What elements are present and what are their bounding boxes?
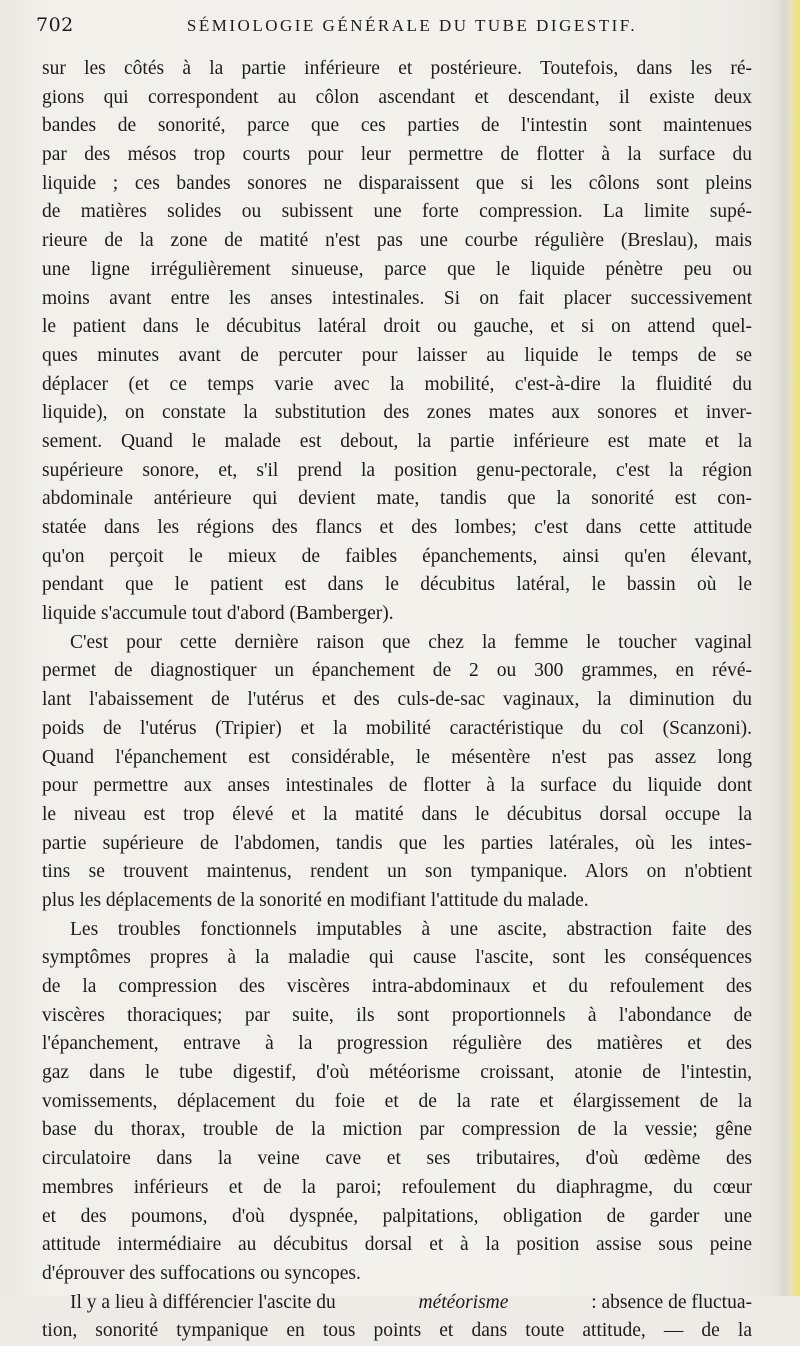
text-line: attitude intermédiaire au décubitus dorsal et à la position assise sous peine	[42, 1234, 752, 1256]
text-line	[42, 1289, 752, 1318]
text-line: le niveau est trop élevé et la matité dans le décubitus dorsal occupe la	[42, 803, 752, 825]
text-line: de matières solides ou subissent une forte compression. La limite supé-	[42, 201, 752, 223]
text-line: tion, sonorité tympanique en tous points et dans toute attitude, — de la	[42, 1320, 752, 1342]
text-line: tins se trouvent maintenus, rendent un son tympanique. Alors on n'obtient	[42, 861, 752, 883]
text-line: pour permettre aux anses intestinales de flotter à la surface du liquide dont	[42, 775, 752, 797]
text-line: membres inférieurs et de la paroi; refoulement du diaphragme, du cœur	[42, 1176, 752, 1198]
text-line: ques minutes avant de percuter pour laisser au liquide le temps de se	[42, 344, 752, 366]
running-head: SÉMIOLOGIE GÉNÉRALE DU TUBE DIGESTIF.	[186, 16, 638, 35]
text-line: gaz dans le tube digestif, d'où météorisme croissant, atonie de l'intestin,	[42, 1062, 752, 1084]
text-line: gions qui correspondent au côlon ascendant et descendant, il existe deux	[42, 86, 752, 108]
text-line: sur les côtés à la partie inférieure et postérieure. Toutefois, dans les ré-	[42, 58, 752, 79]
text-line: bandes de sonorité, parce que ces parties de l'intestin sont maintenues	[42, 115, 752, 137]
text-line: lant l'abaissement de l'utérus et des culs-de-sac vaginaux, la diminution du	[42, 689, 752, 711]
text-line: plus les déplacements de la sonorité en modifiant l'attitude du malade.	[42, 889, 589, 911]
text-line: rieure de la zone de matité n'est pas une courbe régulière (Breslau), mais	[42, 230, 752, 252]
text-line: d'éprouver des suffocations ou syncopes.	[42, 1262, 361, 1284]
text-line: Quand l'épanchement est considérable, le mésentère n'est pas assez long	[42, 746, 752, 768]
text-line: supérieure sonore, et, s'il prend la position genu-pectorale, c'est la région	[42, 459, 752, 481]
text-line: liquide s'accumule tout d'abord (Bamberger).	[42, 603, 394, 625]
text-line: circulatoire dans la veine cave et ses tributaires, d'où œdème des	[42, 1148, 752, 1170]
text-line: symptômes propres à la maladie qui cause l'ascite, sont les conséquences	[42, 947, 752, 969]
text-line: qu'on perçoit le mieux de faibles épanchements, ainsi qu'en élevant,	[42, 545, 752, 567]
text-line: par des mésos trop courts pour leur permettre de flotter à la surface du	[42, 144, 752, 166]
text-line: abdominale antérieure qui devient mate, tandis que la sonorité est con-	[42, 488, 752, 510]
text-line: liquide), on constate la substitution des zones mates aux sonores et inver-	[42, 402, 752, 424]
text-line: sement. Quand le malade est debout, la partie inférieure est mate et la	[42, 430, 752, 452]
text-line: partie supérieure de l'abdomen, tandis que les parties latérales, où les intes-	[42, 832, 752, 854]
page-number: 702	[36, 14, 74, 36]
text-line: le patient dans le décubitus latéral droit ou gauche, et si on attend quel-	[42, 316, 752, 338]
text-line: statée dans les régions des flancs et des lombes; c'est dans cette attitude	[42, 517, 752, 538]
text-line: permet de diagnostiquer un épanchement de 2 ou 300 grammes, en révé-	[42, 660, 752, 682]
text-line: de la compression des viscères intra-abdominaux et du refoulement des	[42, 976, 752, 997]
text-line: déplacer (et ce temps varie avec la mobilité, c'est-à-dire la fluidité du	[42, 373, 752, 395]
text-line: C'est pour cette dernière raison que chez la femme le toucher vaginal	[70, 631, 752, 653]
text-line: moins avant entre les anses intestinales. Si on fait placer successivement	[42, 287, 752, 309]
text-fragment: : absence de fluctua-	[591, 1291, 752, 1313]
text-fragment: Il y a lieu à différencier l'ascite du	[70, 1291, 336, 1313]
text-line: poids de l'utérus (Tripier) et la mobilité caractéristique du col (Scanzoni).	[42, 717, 752, 739]
italic-term: météorisme	[418, 1291, 509, 1313]
text-line: pendant que le patient est dans le décubitus latéral, le bassin où le	[42, 574, 752, 596]
text-line: base du thorax, trouble de la miction par compression de la vessie; gêne	[42, 1119, 752, 1141]
text-line: et des poumons, d'où dyspnée, palpitations, obligation de garder une	[42, 1205, 752, 1227]
page-edge-shadow	[774, 0, 800, 1296]
text-line: l'épanchement, entrave à la progression régulière des matières et des	[42, 1033, 752, 1055]
body-text	[42, 55, 752, 1346]
text-line: Les troubles fonctionnels imputables à une ascite, abstraction faite des	[70, 918, 752, 940]
page-header	[36, 14, 748, 42]
text-line: viscères thoraciques; par suite, ils sont proportionnels à l'abondance de	[42, 1004, 752, 1026]
text-line: une ligne irrégulièrement sinueuse, parce que le liquide pénètre peu ou	[42, 258, 752, 280]
text-line: vomissements, déplacement du foie et de la rate et élargissement de la	[42, 1090, 752, 1112]
text-line: liquide ; ces bandes sonores ne disparaissent que si les côlons sont pleins	[42, 172, 752, 194]
